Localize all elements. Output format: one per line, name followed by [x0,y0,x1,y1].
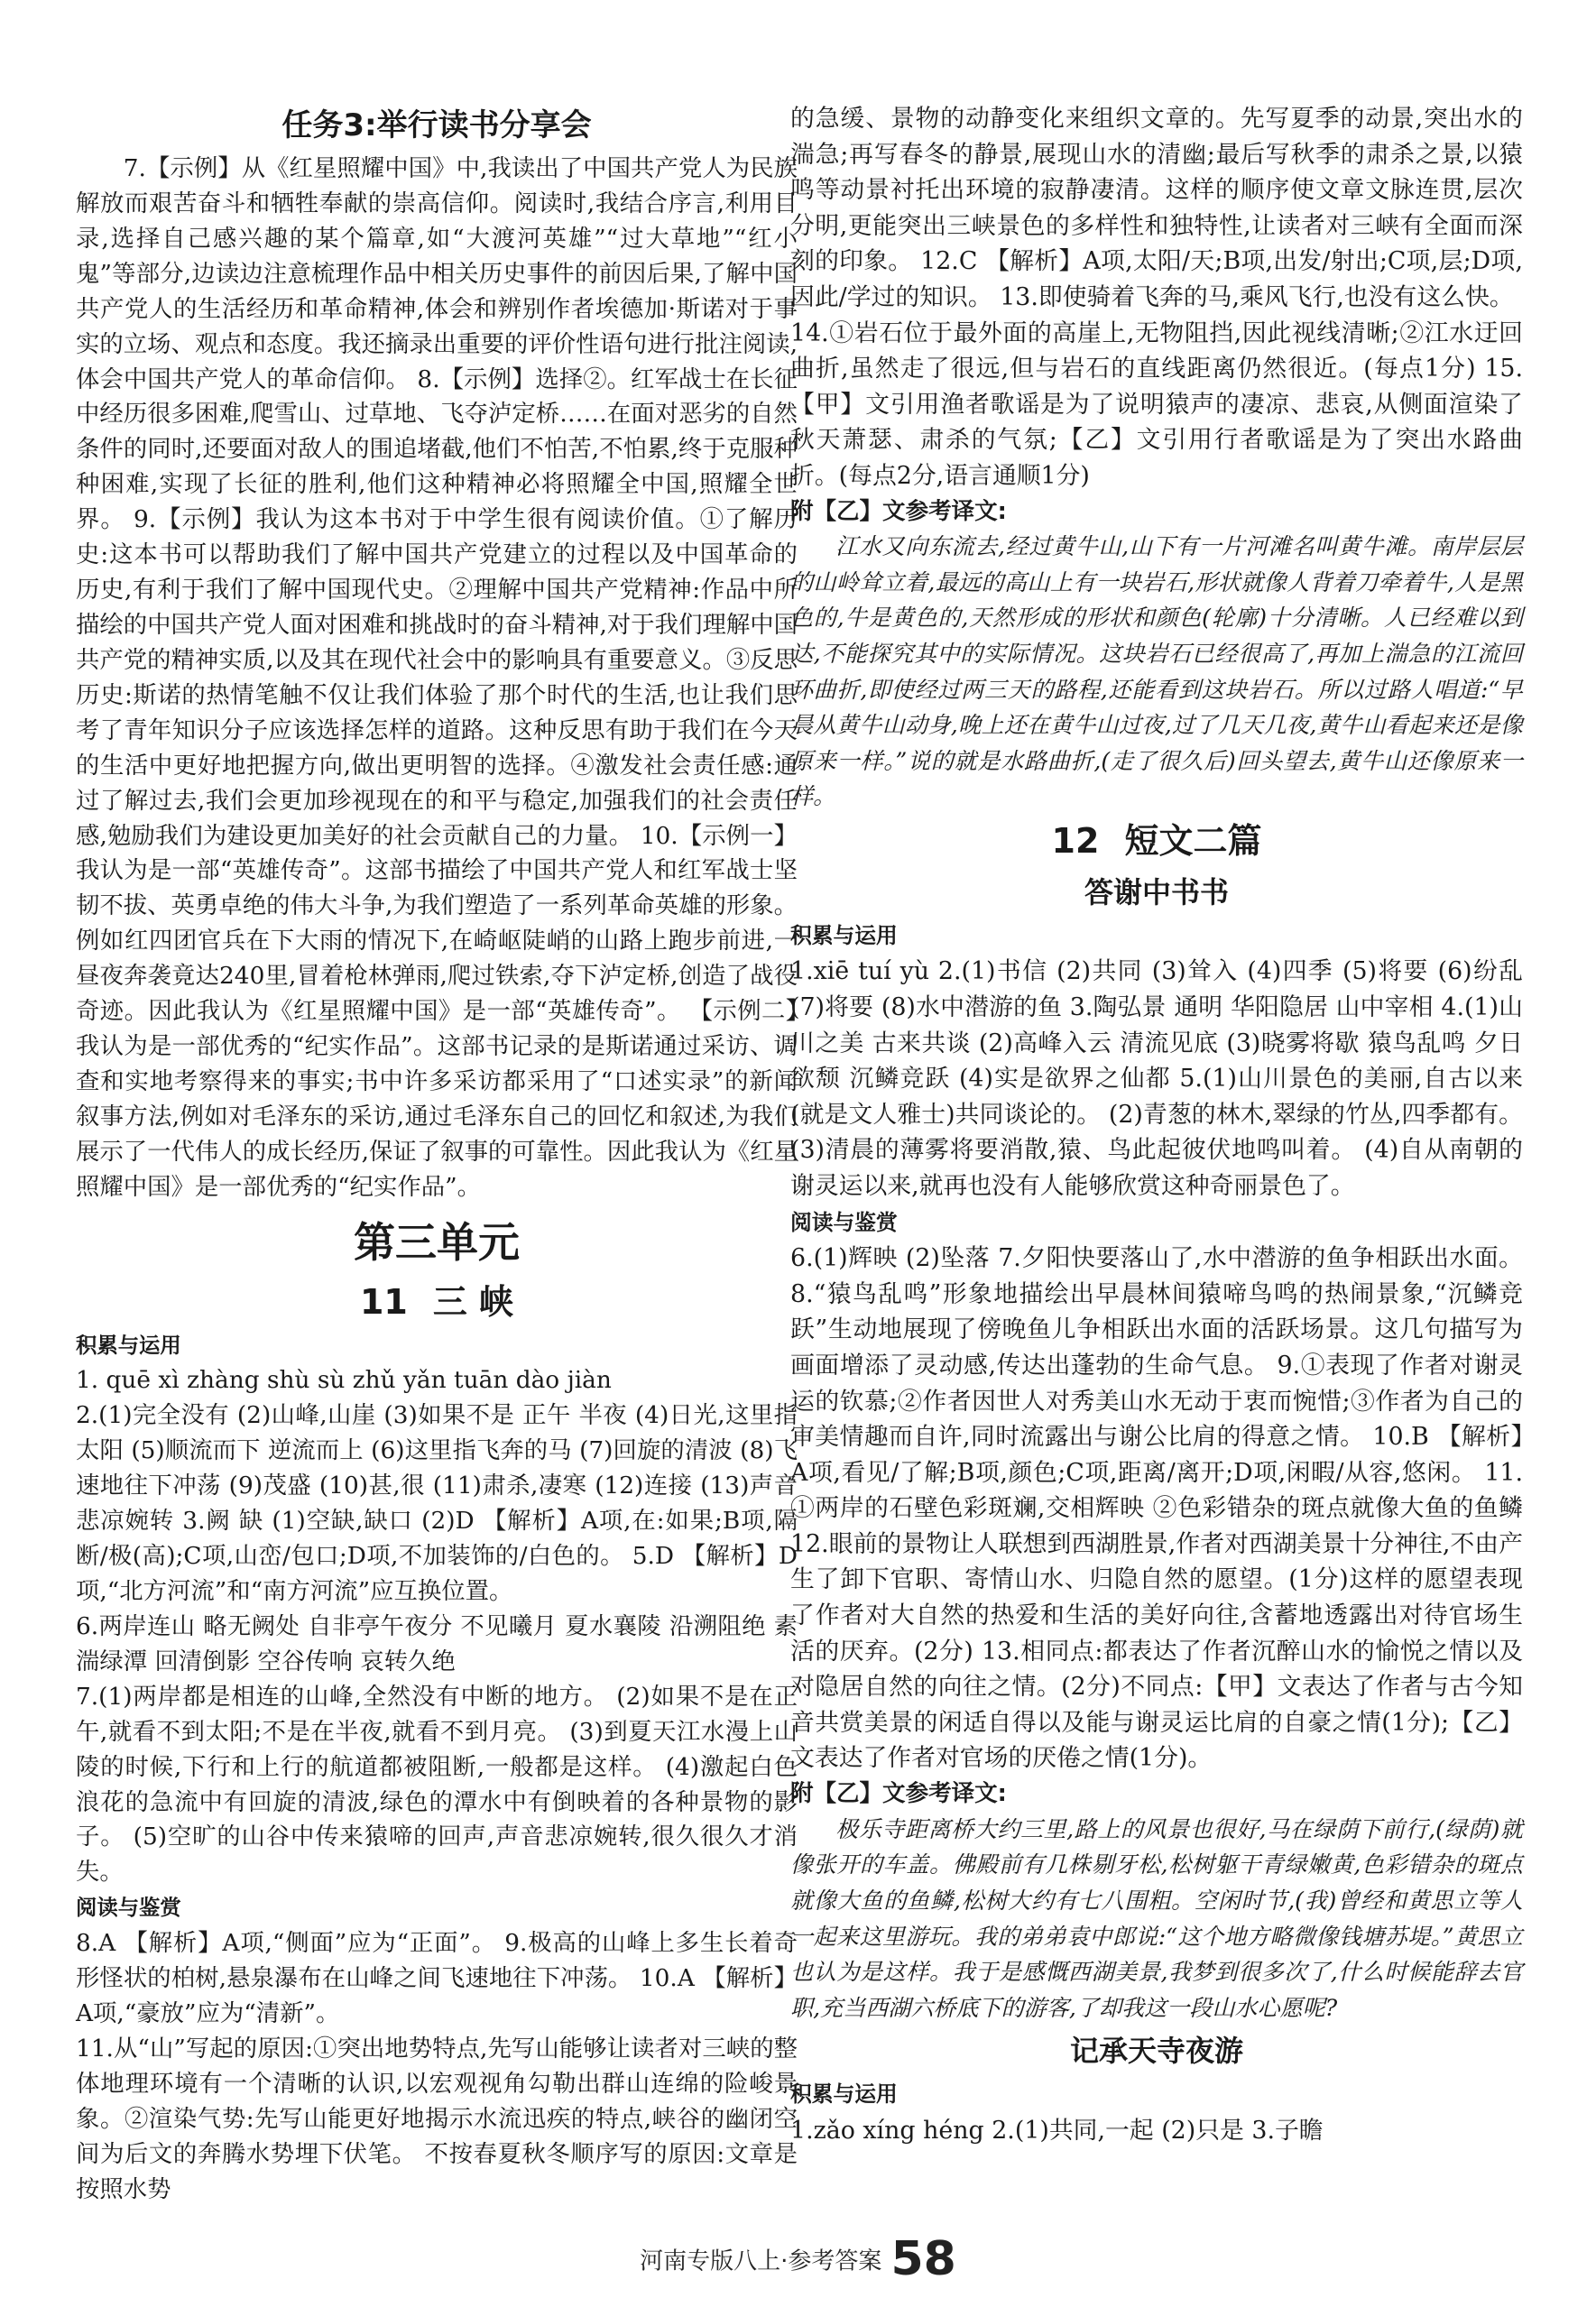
section-yuedu: 阅读与鉴赏 [790,1209,898,1235]
answer-paragraph: 7.(1)两岸都是相连的山峰,全然没有中断的地方。 (2)如果不是在正午,就看不到太阳;不是在半夜,就看不到月亮。 (3)到夏天江水漫上山陵的时候,下行和上行的航道都被阻断,一般都是这样。 (4)激起白色浪花的急流中有回旋的清波,绿色的潭水中有倒映着的各种景物的影子。 (5)空旷的山谷中传来猿啼的回声,声音悲凉婉转,很久很久才消失。 [76,1683,798,1887]
answer-paragraph: 1.zǎo xíng héng 2.(1)共同,一起 (2)只是 3.子瞻 [790,2116,1324,2145]
lesson-11-heading [76,1276,798,1328]
answer-paragraph: 8.A 【解析】A项,“侧面”应为“正面”。 9.极高的山峰上多生长着奇形怪状的柏树,悬泉瀑布在山峰之间飞速地往下冲荡。 10.A 【解析】A项,“豪放”应为“清新”。 [76,1930,798,2027]
unit-heading: 第三单元 [354,1217,520,1267]
left-column [76,101,798,2207]
page-footer [0,2232,1596,2286]
sub-title-dxzss: 答谢中书书 [1084,875,1229,909]
answer-paragraph: 2.(1)完全没有 (2)山峰,山崖 (3)如果不是 正午 半夜 (4)日光,这里指太阳 (5)顺流而下 逆流而上 (6)这里指飞奔的马 (7)回旋的清波 (8)飞速地往下冲荡 (9)茂盛 (10)甚,很 (11)肃杀,凄寒 (12)连接 (13)声音悲凉婉转 3.阙 缺 (1)空缺,缺口 (2)D 【解析】A项,在:如果;B项,隔断/极(高);C项,山峦/包口;D项,不加装饰的/白色的。 5.D 【解析】D项,“北方河流”和“南方河流”应互换位置。 [76,1402,798,1605]
translation-label: 附【乙】文参考译文: [790,1780,1007,1808]
section-jilei: 积累与运用 [790,2081,898,2108]
page-number: 58 [890,2232,956,2286]
lesson-12-heading [790,815,1523,867]
reference-translation: 江水又向东流去,经过黄牛山,山下有一片河滩名叫黄牛滩。南岸层层的山岭耸立着,最远的高山上有一块岩石,形状就像人背着刀牵着牛,人是黑色的,牛是黄色的,天然形成的形状和颜色(轮廓)十分清晰。人已经难以到达,不能探究其中的实际情况。这块岩石已经很高了,再加上湍急的江流回环曲折,即使经过两三天的路程,还能看到这块岩石。所以过路人唱道:“早晨从黄牛山动身,晚上还在黄牛山过夜,过了几天几夜,黄牛山看起来还是像原来一样。”说的就是水路曲折,(走了很久后)回头望去,黄牛山还像原来一样。 [790,533,1523,810]
answer-paragraph: 6.(1)辉映 (2)坠落 7.夕阳快要落山了,水中潜游的鱼争相跃出水面。 8.“猿鸟乱鸣”形象地描绘出早晨林间猿啼鸟鸣的热闹景象,“沉鳞竞跃”生动地展现了傍晚鱼儿争相跃出水面的活跃场景。这几句描写为画面增添了灵动感,传达出蓬勃的生命气息。 9.①表现了作者对谢灵运的钦慕;②作者因世人对秀美山水无动于衷而惋惜;③作者为自己的审美情趣而自许,同时流露出与谢公比肩的得意之情。 10.B 【解析】A项,看见/了解;B项,颜色;C项,距离/离开;D项,闲暇/从容,悠闲。 11.①两岸的石壁色彩斑斓,交相辉映 ②色彩错杂的斑点就像大鱼的鱼鳞 12.眼前的景物让人联想到西湖胜景,作者对西湖美景十分神往,不由产生了卸下官职、寄情山水、归隐自然的愿望。(1分)这样的愿望表现了作者对大自然的热爱和生活的美好向往,含蓄地透露出对待官场生活的厌弃。(2分) 13.相同点:都表达了作者沉醉山水的愉悦之情以及对隐居自然的向往之情。(2分)不同点:【甲】文表达了作者与古今知音共赏美景的闲适自得以及能与谢灵运比肩的自豪之情(1分);【乙】文表达了作者对官场的厌倦之情(1分)。 [790,1244,1523,1773]
lesson-number: 12 [1051,821,1100,861]
section-jilei: 积累与运用 [790,923,898,948]
section-jilei: 积累与运用 [76,1332,181,1358]
task-answers: 7.【示例】从《红星照耀中国》中,我读出了中国共产党人为民族解放而艰苦奋斗和牺牲奉献的崇高信仰。阅读时,我结合序言,利用目录,选择自己感兴趣的某个篇章,如“大渡河英雄”“过大草地”“红小鬼”等部分,边读边注意梳理作品中相关历史事件的前因后果,了解中国共产党人的生活经历和革命精神,体会和辨别作者埃德加·斯诺对于事实的立场、观点和态度。我还摘录出重要的评价性语句进行批注阅读,体会中国共产党人的革命信仰。 8.【示例】选择②。红军战士在长征中经历很多困难,爬雪山、过草地、飞夺泸定桥……在面对恶劣的自然条件的同时,还要面对敌人的围追堵截,他们不怕苦,不怕累,终于克服种种困难,实现了长征的胜利,他们这种精神必将照耀全中国,照耀全世界。 9.【示例】我认为这本书对于中学生很有阅读价值。①了解历史:这本书可以帮助我们了解中国共产党建立的过程以及中国革命的历史,有利于我们了解中国现代史。②理解中国共产党精神:作品中所描绘的中国共产党人面对困难和挑战时的奋斗精神,对于我们理解中国共产党的精神实质,以及其在现代社会中的影响具有重要意义。③反思历史:斯诺的热情笔触不仅让我们体验了那个时代的生活,也让我们思考了青年知识分子应该选择怎样的道路。这种反思有助于我们在今天的生活中更好地把握方向,做出更明智的选择。④激发社会责任感:通过了解过去,我们会更加珍视现在的和平与稳定,加强我们的社会责任感,勉励我们为建设更加美好的社会贡献自己的力量。 10.【示例一】我认为是一部“英雄传奇”。这部书描绘了中国共产党人和红军战士坚韧不拔、英勇卓绝的伟大斗争,为我们塑造了一系列革命英雄的形象。例如红四团官兵在下大雨的情况下,在崎岖陡峭的山路上跑步前进,一昼夜奔袭竟达240里,冒着枪林弹雨,爬过铁索,夺下泸定桥,创造了战役奇迹。因此我认为《红星照耀中国》是一部“英雄传奇”。 【示例二】我认为是一部优秀的“纪实作品”。这部书记录的是斯诺通过采访、调查和实地考察得来的事实;书中许多采访都采用了“口述实录”的新闻叙事方法,例如对毛泽东的采访,通过毛泽东自己的回忆和叙述,为我们展示了一代伟人的成长经历,保证了叙事的可靠性。因此我认为《红星照耀中国》是一部优秀的“纪实作品”。 [76,155,798,1201]
reference-translation: 极乐寺距离桥大约三里,路上的风景也很好,马在绿荫下前行,(绿荫)就像张开的车盖。佛殿前有几株剔牙松,松树躯干青绿嫩黄,色彩错杂的斑点就像大鱼的鱼鳞,松树大约有七八围粗。空闲时节,(我)曾经和黄思立等人一起来这里游玩。我的弟弟袁中郎说:“这个地方略微像钱塘苏堤。”黄思立也认为是这样。我于是感慨西湖美景,我梦到很多次了,什么时候能辞去官职,充当西湖六桥底下的游客,了却我这一段山水心愿呢? [790,1815,1523,2021]
answer-paragraph: 的急缓、景物的动静变化来组织文章的。先写夏季的动景,突出水的湍急;再写春冬的静景,展现山水的清幽;最后写秋季的肃杀之景,以猿鸣等动景衬托出环境的寂静凄清。这样的顺序使文章文脉连贯,层次分明,更能突出三峡景色的多样性和独特性,让读者对三峡有全面而深刻的印象。 12.C 【解析】A项,太阳/天;B项,出发/射出;C项,层;D项,因此/学过的知识。 13.即使骑着飞奔的马,乘风飞行,也没有这么快。 [790,105,1523,311]
footer-text: 河南专版八上·参考答案 [640,2247,882,2275]
answer-paragraph: 6.两岸连山 略无阙处 自非亭午夜分 不见曦月 夏水襄陵 沿溯阻绝 素湍绿潭 回清倒影 空谷传响 哀转久绝 [76,1612,798,1675]
lesson-title: 三 峡 [432,1281,514,1322]
lesson-title: 短文二篇 [1124,821,1262,861]
translation-label: 附【乙】文参考译文: [790,497,1007,525]
lesson-number: 11 [359,1281,408,1322]
task-heading: 任务3:举行读书分享会 [281,107,592,143]
sub-title-jctsyy: 记承天寺夜游 [1069,2034,1243,2069]
answer-paragraph: 11.从“山”写起的原因:①突出地势特点,先写山能够让读者对三峡的整体地理环境有一个清晰的认识,以宏观视角勾勒出群山连绵的险峻景象。②渲染气势:先写山能更好地揭示水流迅疾的特点,峡谷的幽闭空间为后文的奔腾水势埋下伏笔。 不按春夏秋冬顺序写的原因:文章是按照水势 [76,2035,798,2203]
answer-paragraph: 1. quē xì zhàng shù sù zhǔ yǎn tuān dào jiàn [76,1367,612,1395]
answer-paragraph: 14.①岩石位于最外面的高崖上,无物阻挡,因此视线清晰;②江水迂回曲折,虽然走了很远,但与岩石的直线距离仍然很近。(每点1分) 15.【甲】文引用渔者歌谣是为了说明猿声的凄凉、悲哀,从侧面渲染了秋天萧瑟、肃杀的气氛;【乙】文引用行者歌谣是为了突出水路曲折。(每点2分,语言通顺1分) [790,318,1523,490]
answer-paragraph: 1.xiē tuí yù 2.(1)书信 (2)共同 (3)耸入 (4)四季 (5)将要 (6)纷乱 (7)将要 (8)水中潜游的鱼 3.陶弘景 通明 华阳隐居 山中宰相 4.(1)山川之美 古来共谈 (2)高峰入云 清流见底 (3)晓雾将歇 猿鸟乱鸣 夕日欲颓 沉鳞竞跃 (4)实是欲界之仙都 5.(1)山川景色的美丽,自古以来(就是文人雅士)共同谈论的。 (2)青葱的林木,翠绿的竹丛,四季都有。 (3)清晨的薄雾将要消散,猿、鸟此起彼伏地鸣叫着。 (4)自从南朝的谢灵运以来,就再也没有人能够欣赏这种奇丽景色了。 [790,957,1523,1201]
right-column [790,101,1523,2148]
section-yuedu: 阅读与鉴赏 [76,1895,181,1921]
